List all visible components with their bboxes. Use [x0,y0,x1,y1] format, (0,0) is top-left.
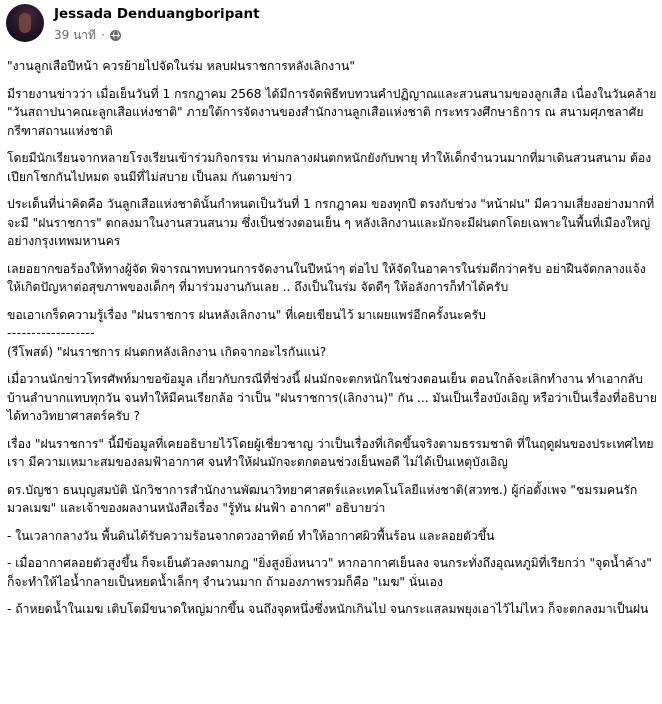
bullet-item: - ถ้าหยดน้ำในเมฆ เติบโตมีขนาดใหญ่มากขึ้น จนถึงจุดหนึ่งซึ่งหนักเกินไป จนกระแสลมพยุงเอาไว้ไม่ไหว ก็จะตกลงมาเป็นฝน [7,602,649,616]
post-paragraph: ประเด็นที่น่าคิดคือ วันลูกเสือแห่งชาตินั้นกำหนดเป็นวันที่ 1 กรกฎาคม ของทุกปี ตรงกับช่วง "หน้าฝน" มีความเสี่ยงอย่างมากที่จะมี "ฝนราชการ" ตกลงมาในงานสวนสนาม ซึ่งเป็นช่วงตอนเย็น ๆ หลังเลิกงานและมักจะมีฝนตกโดยเฉพาะในพื้นที่เมืองใหญ่ อย่างกรุงเทพมหานคร [7,197,655,248]
post-paragraph: ดร.บัญชา ธนบุญสมบัติ นักวิชาการสำนักงานพัฒนาวิทยาศาสตร์และเทคโนโลยีแห่งชาติ(สวทช.) ผู้ก่อตั้งเพจ "ชมรมคนรักมวลเมฆ" และเจ้าของผลงานหนังสือเรื่อง "รู้ทัน ฝนฟ้า อากาศ" อธิบายว่า [7,482,638,515]
post-paragraph: โดยมีนักเรียนจากหลายโรงเรียนเข้าร่วมกิจกรรม ท่ามกลางฝนตกหนักยังกับพายุ ทำให้เด็กจำนวนมากที่มาเดินสวนสนาม ต้องเปียกโชกกันไปหมด จนมีที่ไม่สบาย เป็นลม กันตามข่าว [7,151,652,184]
post-paragraph: เมื่อวานนักข่าวโทรศัพท์มาขอข้อมูล เกี่ยวกับกรณีที่ช่วงนี้ ฝนมักจะตกหนักในช่วงตอนเย็น ตอนใกล้จะเลิกทำงาน ทำเอากลับบ้านลำบากแทบทุกวัน จนทำให้มีคนเรียกล้อ ว่าเป็น "ฝนราชการ(เลิกงาน)" กัน ... มันเป็นเรื่องบังเอิญ หรือว่าเป็นเรื่องที่อธิบายได้ทางวิทยาศาสตร์ครับ ? [7,372,657,423]
post-paragraph: เลยอยากขอร้องให้ทางผู้จัด พิจารณาทบทวนการจัดงานในปีหน้าๆ ต่อไป ให้จัดในอาคารในร่มดีกว่าครับ อย่าฝืนจัดกลางแจ้งให้เกิดปัญหาต่อสุขภาพของเด็กๆ ที่มาร่วมงานกันเลย .. ถึงเป็นในร่ม จัดดีๆ ให้อลังการก็ทำได้ครับ [7,261,646,294]
post-header [6,4,260,48]
post-time[interactable]: 39 นาที [54,28,96,42]
repost-title: (รีโพสต์) "ฝนราชการ ฝนตกหลังเลิกงาน เกิดจากอะไรกันแน่? [7,344,327,359]
globe-icon[interactable] [110,30,121,41]
post-headline: "งานลูกเสือปีหน้า ควรย้ายไปจัดในร่ม หลบฝนราชการหลังเลิกงาน" [7,59,355,73]
separator-dot: · [100,28,105,42]
post-meta [54,4,260,44]
post-paragraph: มีรายงานข่าวว่า เมื่อเย็นวันที่ 1 กรกฎาคม 2568 ได้มีการจัดพิธีทบทวนคำปฏิญาณและสวนสนามของลูกเสือ เนื่องในวันคล้าย "วันสถาปนาคณะลูกเสือแห่งชาติ" ภายใต้การจัดงานของสำนักงานลูกเสือแห่งชาติ กระทรวงศึกษาธิการ ณ สนามศุภชลาศัยกรีฑาสถานแห่งชาติ [7,86,661,138]
avatar[interactable] [6,4,44,42]
author-name[interactable]: Jessada Denduangboripant [54,6,260,22]
bullet-item: - เมื่ออากาศลอยตัวสูงขึ้น ก็จะเย็นตัวลงตามกฎ "ยิ่งสูงยิ่งหนาว" หากอากาศเย็นลง จนกระทั่งถึงอุณหภูมิที่เรียกว่า "จุดน้ำค้าง" ก็จะทำให้ไอน้ำกลายเป็นหยดน้ำเล็กๆ จำนวนมาก ถ้ามองภาพรวมก็คือ "เมฆ" นั่นเอง [7,556,656,589]
post-body [7,57,661,628]
bullet-item: - ในเวลากลางวัน พื้นดินได้รับความร้อนจากดวงอาทิตย์ ทำให้อากาศผิวพื้นร้อน และลอยตัวขึ้น [7,528,495,543]
post-paragraph: ขอเอาเกร็ดความรู้เรื่อง "ฝนราชการ ฝนหลังเลิกงาน" ที่เคยเขียนไว้ มาเผยแพร่อีกครั้งนะครับ [7,307,486,322]
post-subline [54,26,260,44]
post-paragraph: เรื่อง "ฝนราชการ" นี้มีข้อมูลที่เคยอธิบายไว้โดยผู้เชี่ยวชาญ ว่าเป็นเรื่องที่เกิดขึ้นจริงตามธรรมชาติ ที่ในฤดูฝนของประเทศไทยเรา มีความเหมาะสมของลมฟ้าอากาศ จนทำให้ฝนมักจะตกตอนช่วงเย็นพอดี ไม่ได้เป็นเหตุบังเอิญ [7,436,654,469]
dash-separator: ------------------ [7,326,96,340]
